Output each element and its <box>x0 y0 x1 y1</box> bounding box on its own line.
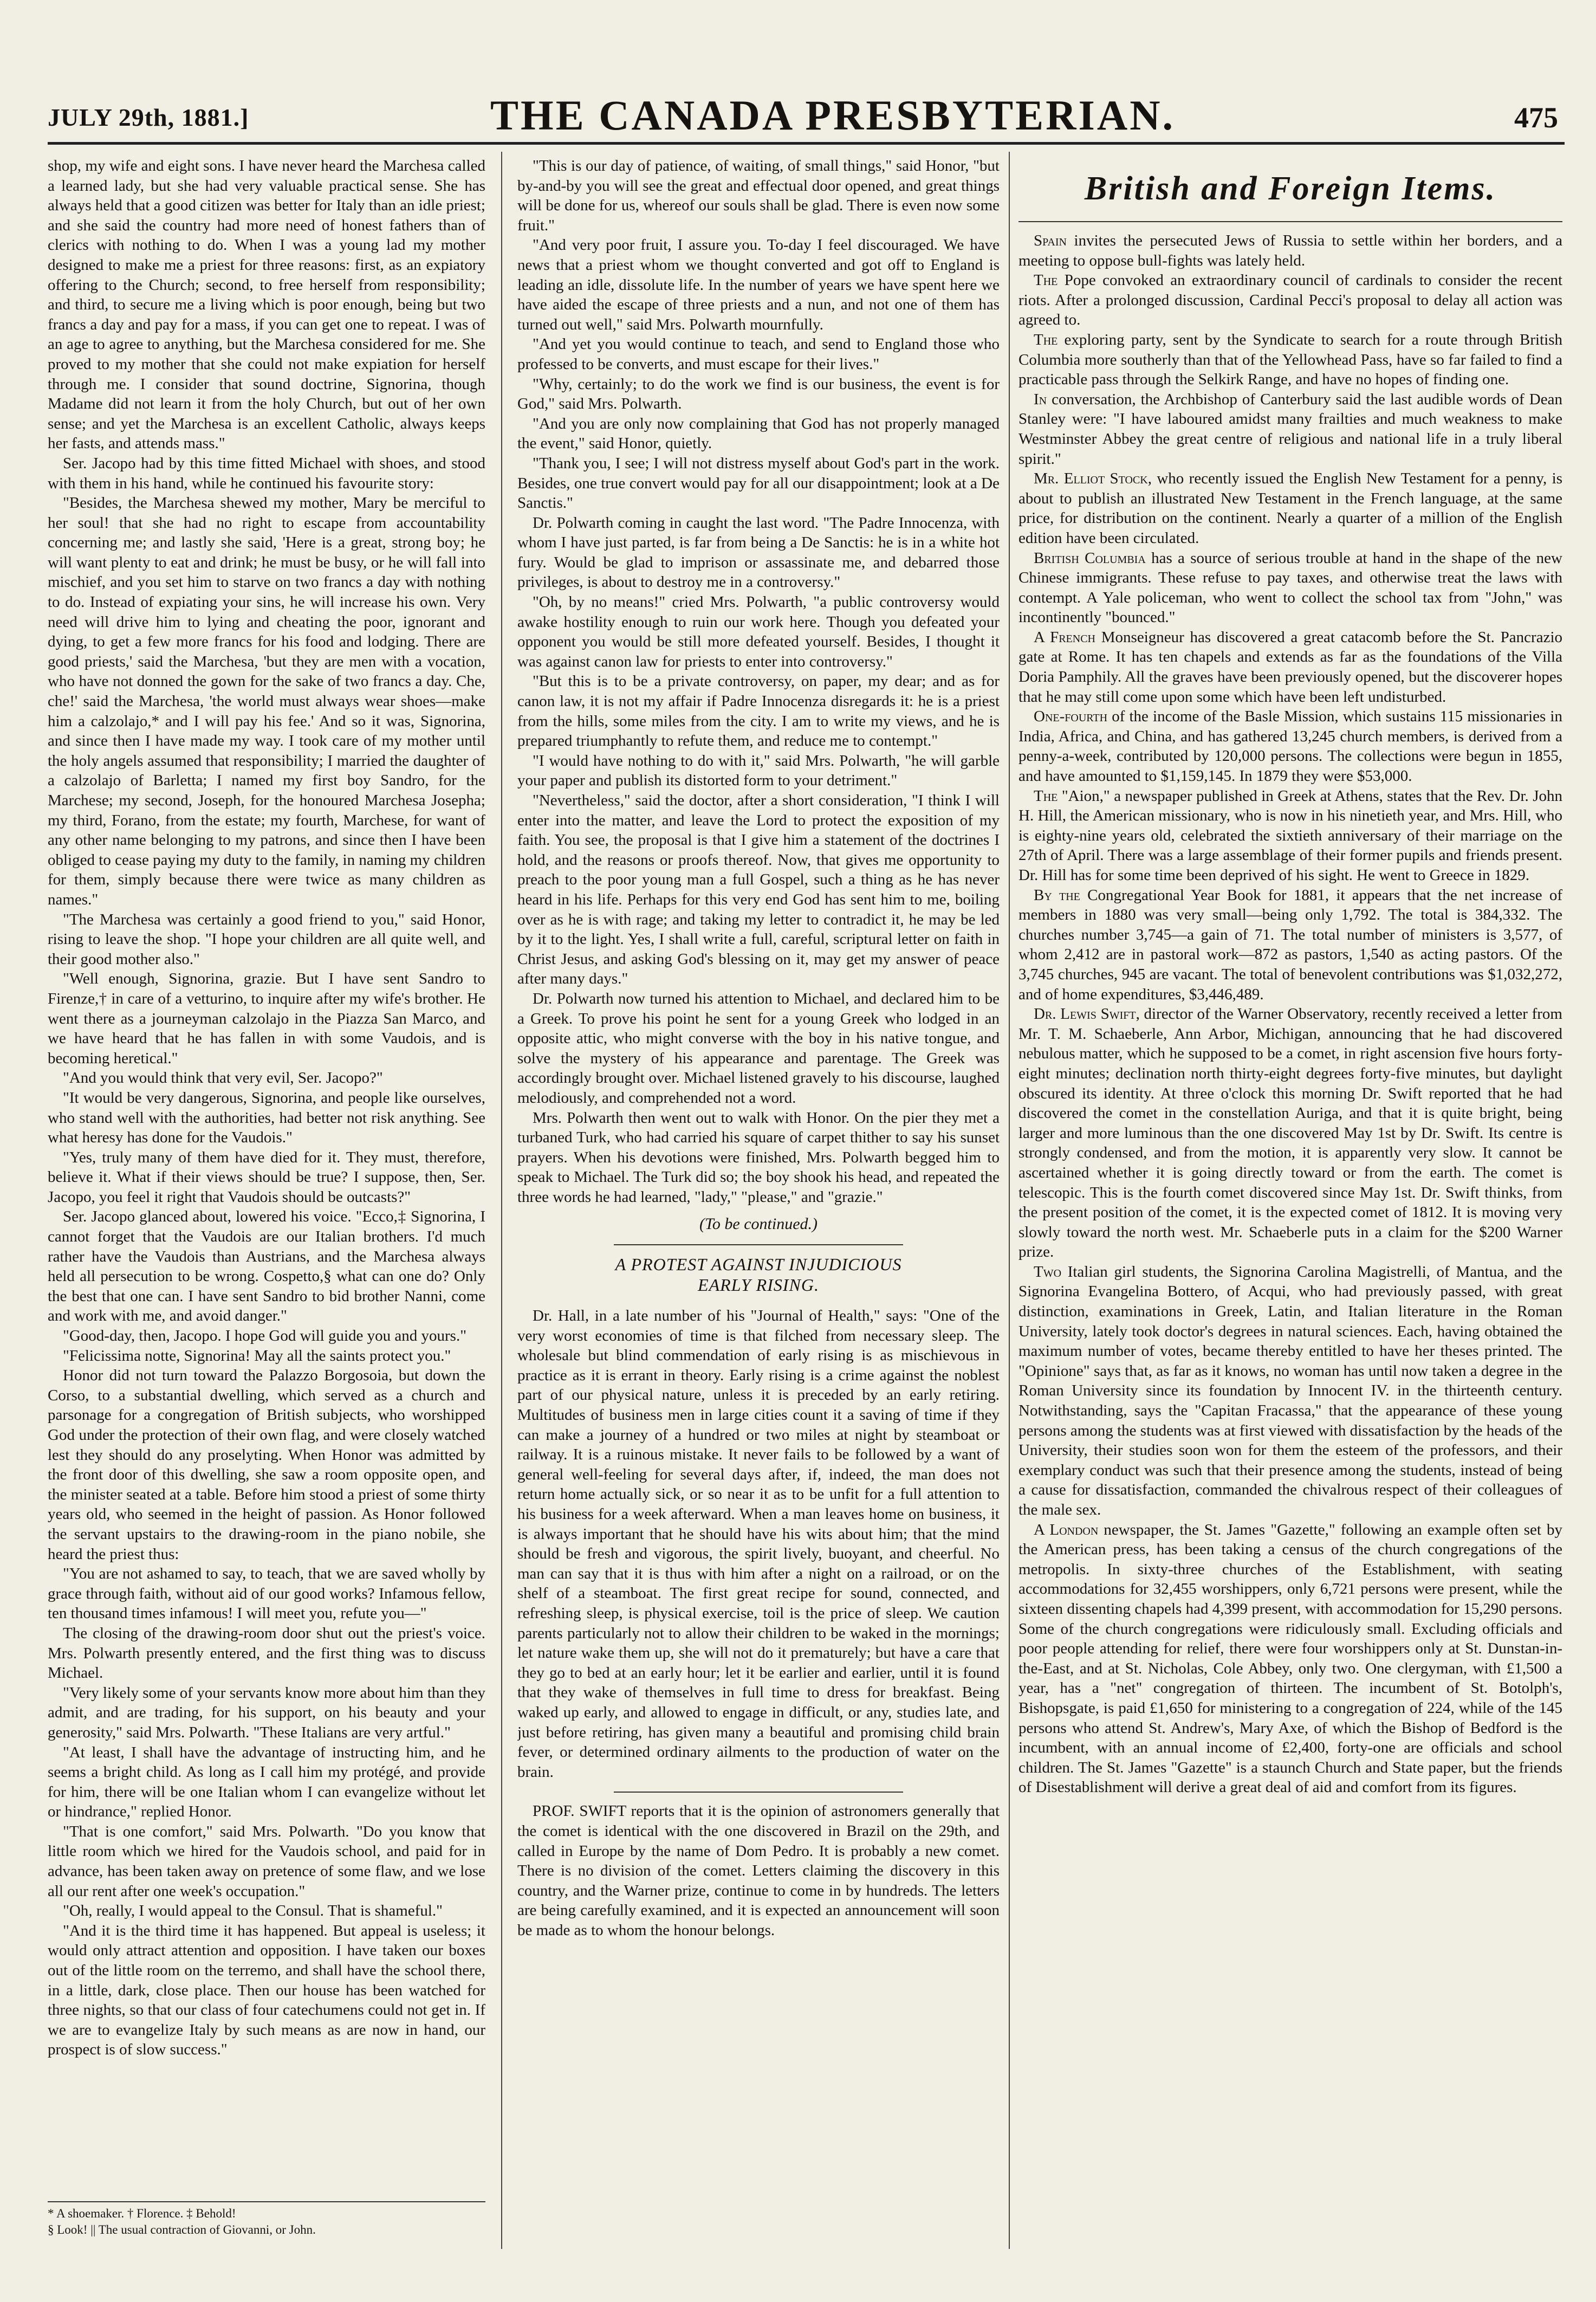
news-item: Two Italian girl students, the Signorina Carolina Magistrelli, of Mantua, and the Signorina Evangelina Bottero, of Acqui, who had previously passed, with great distinction, examinations in Greek, Latin, and Italian literature in the Roman University, lately took doctor's degrees in natural sciences. Each, having obtained the maximum number of votes, became thereby entitled to have her theses printed. The "Opinione" says that, as far as it knows, no woman has until now taken a degree in the Roman University since its foundation by Innocent IV. in the thirteenth century. Notwithstanding, says the "Capitan Fracassa," that the appearance of these young persons among the students was at first viewed with dissatisfaction by the heads of the University, their studies soon won for them the esteem of the professors, and their exemplary conduct was such that their presence among the students, instead of being a cause for dissatisfaction, commanded the chivalrous respect of their colleagues of the male sex. <box>1018 1263 1562 1518</box>
paragraph: shop, my wife and eight sons. I have never heard the Marchesa called a learned lady, but she had very valuable practical sense. She has always held that a good citizen was better for Italy than an idle priest; and she said the country had more need of honest fathers than of clerics with nothing to do. When I was a young lad my mother designed to make me a priest for three reasons: first, as an expiatory offering to the Church; second, to free herself from responsibility; and third, to secure me a living which is poor enough, being but two francs a day and pay for a mass, if you can get one to repeat. I was of an age to agree to anything, but the Marchesa considered for me. She proved to my mother that she could not make expiation for herself through me. I consider that sound doctrine, Signorina, though Madame did not learn it from the holy Church, but out of her own sense; and yet the Marchesa is an excellent Catholic, always keeps her fasts, and attends mass." <box>48 157 485 452</box>
news-item: A London newspaper, the St. James "Gazette," following an example often set by the American press, has been taking a census of the church congregations of the metropolis. In sixty-three churches of the Establishment, with seating accommodations for 32,455 worshippers, only 6,721 persons were present, while the sixteen dissenting chapels had 4,399 present, with accommodation for 15,290 persons. Some of the church congregations were ridiculously small. Excluding officials and poor people attending for relief, there were four worshippers only at St. Dunstan-in-the-East, and at St. Nicholas, Cole Abbey, only two. One clergyman, with £1,500 a year, has a "net" congregation of thirteen. The incumbent of St. Botolph's, Bishopsgate, is paid £1,650 for ministering to a congregation of 224, while of the 145 persons who attend St. Andrew's, Mary Axe, of which the Bishop of Bedford is the incumbent, with an annual income of £2,400, forty-one are officials and school children. The St. James "Gazette" is a staunch Church and State paper, but the friends of Disestablishment will derive a great deal of aid and comfort from its figures. <box>1018 1521 1562 1796</box>
column-divider <box>1009 152 1010 2249</box>
paragraph: "This is our day of patience, of waiting, of small things," said Honor, "but by-and-by you will see the great and effectual door opened, and great things will be done for us, whereof our souls shall be glad. There is even now some fruit." <box>517 157 1000 234</box>
paragraph: Mrs. Polwarth then went out to walk with Honor. On the pier they met a turbaned Turk, who had carried his square of carpet thither to say his sunset prayers. When his devotions were finished, Mrs. Polwarth begged him to speak to Michael. The Turk did so; the boy shook his head, and repeated the three words he had learned, "lady," "please," and "grazie." <box>517 1109 1000 1206</box>
news-item: One-fourth of the income of the Basle Mission, which sustains 115 missionaries in India, Africa, and China, and has gathered 13,245 church members, is derived from a penny-a-week, contributed by 120,000 persons. The collections were begun in 1855, and have amounted to $1,159,145. In 1879 they were $53,000. <box>1018 708 1562 785</box>
masthead-title: THE CANADA PRESBYTERIAN. <box>490 92 1176 139</box>
paragraph: "Why, certainly; to do the work we find is our business, the event is for God," said Mrs. Polwarth. <box>517 375 1000 413</box>
paragraph: "The Marchesa was certainly a good friend to you," said Honor, rising to leave the shop. "I hope your children are all quite well, and their good mother also." <box>48 910 485 968</box>
paragraph: "It would be very dangerous, Signorina, and people like ourselves, who stand well with the authorities, had better not risk anything. See what heresy has done for the Vaudois." <box>48 1089 485 1147</box>
section-title: British and Foreign Items. <box>1084 170 1497 207</box>
paragraph: "But this is to be a private controversy, on paper, my dear; and as for canon law, it is not my affair if Padre Innocenza disregards it: he is a priest from the hills, some miles from the city. I am to write my views, and he is prepared triumphantly to refute them, and reduce me to contempt." <box>517 673 1000 750</box>
news-item: Spain invites the persecuted Jews of Russia to settle within her borders, and a meeting to oppose bull-fights was lately held. <box>1018 232 1562 269</box>
news-item: A French Monseigneur has discovered a great catacomb before the St. Pancrazio gate at Rome. It has ten chapels and extends as far as the foundations of the Villa Doria Pamphily. All the graves have been previously opened, but the discoverer hopes that he may still come upon some which have been left undisturbed. <box>1018 628 1562 706</box>
section-rule <box>614 1244 903 1245</box>
paragraph: "Thank you, I see; I will not distress myself about God's part in the work. Besides, one true convert would pay for all our disappointment; look at a De Sanctis." <box>517 454 1000 512</box>
column-divider <box>501 152 502 2249</box>
paragraph: Honor did not turn toward the Palazzo Borgosoia, but down the Corso, to a substantial dwelling, which served as a church and parsonage for a congregation of British subjects, who worshipped God under the protection of their own flag, and were closely watched lest they should do any proselyting. When Honor was admitted by the front door of this dwelling, she saw a room opposite open, and the minister seated at a table. Before him stood a priest of some thirty years old, who seemed in the height of passion. As Honor followed the servant upstairs to the drawing-room in the piano nobile, she heard the priest thus: <box>48 1367 485 1563</box>
news-item: British Columbia has a source of serious trouble at hand in the shape of the new Chinese immigrants. These refuse to pay taxes, and otherwise treat the laws with contempt. A Yale policeman, who went to collect the school tax from "John," was incontinently "bounced." <box>1018 549 1562 626</box>
paragraph: "That is one comfort," said Mrs. Polwarth. "Do you know that little room which we hired for the Vaudois school, and paid for in advance, has been taken away on pretence of some flaw, and we lose all our rent after one week's occupation." <box>48 1822 485 1900</box>
paragraph: "Oh, by no means!" cried Mrs. Polwarth, "a public controversy would awake hostility enough to ruin our work here. Though you defeated your opponent you would be still more defeated yourself. Besides, I thought it was against canon law for priests to enter into controversy." <box>517 593 1000 670</box>
article-title-line: EARLY RISING. <box>698 1275 819 1295</box>
column-3 <box>1018 156 1562 2242</box>
article-title <box>517 1254 1000 1295</box>
news-item: In conversation, the Archbishop of Canterbury said the last audible words of Dean Stanley were: "I have laboured amidst many frailties and much weakness to make Westminster Abbey the great centre of religious and national life in a truly liberal spirit." <box>1018 390 1562 468</box>
to-be-continued: (To be continued.) <box>699 1215 818 1233</box>
news-item: By the Congregational Year Book for 1881, it appears that the net increase of members in 1880 was very small—being only 1,792. The total is 384,332. The churches number 3,745—a gain of 71. The total number of ministers is 3,577, of whom 2,412 are in pastoral work—872 as pastors, 1,540 as acting pastors. Of the 3,745 churches, 945 are vacant. The total of benevolent contributions was $1,032,272, and of home expenditures, $3,446,489. <box>1018 886 1562 1003</box>
paragraph: The closing of the drawing-room door shut out the priest's voice. Mrs. Polwarth presently entered, and the first thing was to discuss Michael. <box>48 1624 485 1682</box>
column-1 <box>48 156 485 2242</box>
paragraph: "Yes, truly many of them have died for it. They must, therefore, believe it. What if their views should be true? I suppose, then, Ser. Jacopo, you feel it right that Vaudois should be outcasts?" <box>48 1148 485 1206</box>
paragraph: "Well enough, Signorina, grazie. But I have sent Sandro to Firenze,† in care of a vetturino, to inquire after my wife's brother. He went there as a journeyman calzolajo in the Piazza San Marco, and we have heard that he has fallen in with some Vaudois, and is becoming heretical." <box>48 970 485 1067</box>
news-item: Dr. Lewis Swift, director of the Warner Observatory, recently received a letter from Mr. T. M. Schaeberle, Ann Arbor, Michigan, announcing that he had discovered nebulous matter, which he supposed to be a comet, in right ascension five hours forty-eight minutes; declination north thirty-eight degrees forty-five minutes, but daylight obscured its identity. At three o'clock this morning Dr. Swift reported that he had discovered the comet in the constellation Auriga, and that it is quite bright, being larger and more luminous than the one discovered May 1st by Dr. Swift. Its centre is strongly condensed, and from the motion, it is apparently very slow. It cannot be ascertained whether it is going directly toward or from the earth. The comet is telescopic. This is the fourth comet discovered since May 1st. Dr. Swift thinks, from the present position of the comet, it is the expected comet of 1812. It is moving very slowly toward the north west. Mr. Schaeberle puts in a claim for the $200 Warner prize. <box>1018 1005 1562 1261</box>
paragraph: "I would have nothing to do with it," said Mrs. Polwarth, "he will garble your paper and publish its distorted form to your detriment." <box>517 752 1000 790</box>
paragraph: Dr. Polwarth now turned his attention to Michael, and declared him to be a Greek. To prove his point he sent for a young Greek who lodged in an opposite attic, who might converse with the boy in his native tongue, and solve the mystery of his appearance and parentage. The Greek was accordingly brought over. Michael listened gravely to his discourse, laughed melodiously, and comprehended not a word. <box>517 990 1000 1107</box>
column-2 <box>517 156 1000 2242</box>
paragraph: Dr. Polwarth coming in caught the last word. "The Padre Innocenza, with whom I have just parted, is far from being a De Sanctis: he is in a white hot fury. Would be glad to imprison or assassinate me, and debarred those privileges, is about to destroy me in a controversy." <box>517 514 1000 591</box>
news-item: The Pope convoked an extraordinary council of cardinals to consider the recent riots. After a prolonged discussion, Cardinal Pecci's proposal to delay all action was agreed to. <box>1018 271 1562 329</box>
footnotes <box>48 2201 485 2238</box>
paragraph: "Good-day, then, Jacopo. I hope God will guide you and yours." <box>63 1327 467 1345</box>
paragraph: "And it is the third time it has happened. But appeal is useless; it would only attract attention and opposition. I have taken our boxes out of the little room on the terremo, and shall have the school there, in a little, dark, close place. Then our house has been watched for three nights, so that our class of four catechumens could not get in. If we are to evangelize Italy by such means as are now in hand, our prospect is of slow success." <box>48 1922 485 2059</box>
page-number: 475 <box>1514 101 1558 134</box>
paragraph: "And yet you would continue to teach, and send to England those who professed to be converts, and must escape for their lives." <box>517 335 1000 373</box>
paragraph: Ser. Jacopo glanced about, lowered his voice. "Ecco,‡ Signorina, I cannot forget that the Vaudois are our Italian brothers. I'd much rather have the Vaudois than Austrians, and the Marchesa always held all persecution to be wrong. Cospetto,§ what can one do? Only the best that one can. I have sent Sandro to bid brother Nanni, come and work with me, and avoid danger." <box>48 1208 485 1325</box>
paragraph: "At least, I shall have the advantage of instructing him, and he seems a bright child. As long as I call him my protégé, and provide for him, there will be one Italian whom I can evangelize without let or hindrance," replied Honor. <box>48 1743 485 1821</box>
footnote-line: § Look! || The usual contraction of Giovanni, or John. <box>48 2223 316 2236</box>
paragraph: "Oh, really, I would appeal to the Consul. That is shameful." <box>63 1902 443 1920</box>
footnote-line: * A shoemaker. † Florence. ‡ Behold! <box>48 2207 236 2220</box>
paragraph: Dr. Hall, in a late number of his "Journal of Health," says: "One of the very worst economies of time is that filched from necessary sleep. The wholesale but blind commendation of early rising is as mischievous in practice as it is errant in theory. Early rising is a crime against the noblest part of our physical nature, unless it is preceded by an early retiring. Multitudes of business men in large cities count it a saving of time if they can make a journey of a hundred or two miles at night by steamboat or railway. It is a ruinous mistake. It never fails to be followed by a want of general well-feeling for several days after, if, indeed, the man does not return home actually sick, or so near it as to be unfit for a full attention to his business for a week afterward. When a man leaves home on business, it is always important that he should have his wits about him; that the mind should be fresh and vigorous, the spirit lively, buoyant, and cheerful. No man can say that it is thus with him after a night on a railroad, or on the shelf of a steamboat. The first great recipe for sound, connected, and refreshing sleep, is physical exercise, toil is the price of sleep. We caution parents particularly not to allow their children to be waked in the mornings; let nature wake them up, she will not do it prematurely; but have a care that they go to bed at an early hour; let it be earlier and earlier, until it is found that they wake of themselves in full time to dress for breakfast. Being waked up early, and allowed to engage in difficult, or any, studies late, and just before retiring, has given many a beautiful and promising child brain fever, or determined ordinary ailments to the production of water on the brain. <box>517 1307 1000 1781</box>
section-rule <box>614 1792 903 1793</box>
paragraph: "Felicissima notte, Signorina! May all the saints protect you." <box>63 1347 451 1365</box>
section-heading <box>1018 156 1562 222</box>
paragraph: Ser. Jacopo had by this time fitted Michael with shoes, and stood with them in his hand, while he continued his favourite story: <box>48 454 485 492</box>
paragraph: "And you are only now complaining that God has not properly managed the event," said Honor, quietly. <box>517 415 1000 452</box>
news-item: The "Aion," a newspaper published in Greek at Athens, states that the Rev. Dr. John H. Hill, the American missionary, who is now in his ninetieth year, and Mrs. Hill, who is eighty-nine years old, celebrated the sixtieth anniversary of their marriage on the 27th of April. There was a large assemblage of their former pupils and friends present. Dr. Hill has for some time been deprived of his sight. He went to Greece in 1829. <box>1018 787 1562 884</box>
paragraph: "You are not ashamed to say, to teach, that we are saved wholly by grace through faith, without aid of our good works? Infamous fellow, ten thousand times infamous! I will meet you, refute you—" <box>48 1565 485 1622</box>
issue-date: JULY 29th, 1881.] <box>48 104 249 131</box>
paragraph: PROF. SWIFT reports that it is the opinion of astronomers generally that the comet is identical with the one discovered in Brazil on the 29th, and called in Europe by the name of Dom Pedro. It is probably a new comet. There is no division of the comet. Letters claiming the discovery in this country, and the Warner prize, continue to come in by hundreds. The letters are being carefully examined, and it is expected an announcement will soon be made as to whom the honour belongs. <box>517 1802 1000 1939</box>
paragraph: "And very poor fruit, I assure you. To-day I feel discouraged. We have news that a priest whom we thought converted and got off to England is leading an idle, dissolute life. In the number of years we have spent here we have aided the escape of three priests and a nun, and not one of them has turned out well," said Mrs. Polwarth mournfully. <box>517 236 1000 333</box>
paragraph: "Besides, the Marchesa shewed my mother, Mary be merciful to her soul! that she had no right to escape from accountability concerning me; and lastly she said, 'Here is a great, strong boy; he will want plenty to eat and drink; he must be busy, or he will fall into mischief, and you set him to starve on two francs a day with nothing to do. Instead of expiating your sins, he will increase his own. Very need will drive him to lying and cheating the poor, ignorant and dying, to get a few more francs for his food and lodging. There are good priests,' said the Marchesa, 'but they are men with a vocation, who have not donned the gown for the sake of two francs a day. Che, che!' said the Marchesa, 'the world must always wear shoes—make him a calzolajo,* and I will pay his fee.' And so it was, Signorina, and since then I have made my way. I took care of my mother until the holy angels assumed that responsibility; I married the daughter of a calzolajo of Barletta; I named my first boy Sandro, for the Marchese; my second, Joseph, for the honoured Marchesa Josepha; my third, Forano, from the estate; my fourth, Marchese, for want of any other name belonging to my patrons, and since then I have been obliged to cease paying my duty to the family, in naming my children for them, simply because there were twice as many children as names." <box>48 494 485 908</box>
news-item: Mr. Elliot Stock, who recently issued the English New Testament for a penny, is about to publish an illustrated New Testament in the French language, at the same price, for distribution on the continent. Nearly a quarter of a million of the English edition have been circulated. <box>1018 470 1562 547</box>
paragraph: "And you would think that very evil, Ser. Jacopo?" <box>63 1069 383 1087</box>
paragraph: "Very likely some of your servants know more about him than they admit, and are trading, for his support, on his beauty and your generosity," said Mrs. Polwarth. "These Italians are very artful." <box>48 1684 485 1741</box>
news-item: The exploring party, sent by the Syndicate to search for a route through British Columbia more southerly than that of the Yellowhead Pass, have so far failed to find a practicable pass through the Selkirk Range, and have no hopes of finding one. <box>1018 331 1562 389</box>
article-title-line: A PROTEST AGAINST INJUDICIOUS <box>615 1255 902 1275</box>
paragraph: "Nevertheless," said the doctor, after a short consideration, "I think I will enter into the matter, and leave the Lord to protect the exposition of my faith. You see, the proposal is that I give him a statement of the doctrines I hold, and the reasons or proofs thereof. Now, that gives me opportunity to preach to the poor young man a full Gospel, such a thing as he has never heard in his life. Perhaps for this very end God has sent him to me, boiling over as he is with rage; and taking my letter to contradict it, he may be led by it to the light. Yes, I shall write a full, careful, scriptural letter on faith in Christ Jesus, and asking God's blessing on it, may get my answer of peace after many days." <box>517 792 1000 988</box>
header-rule <box>48 142 1565 145</box>
